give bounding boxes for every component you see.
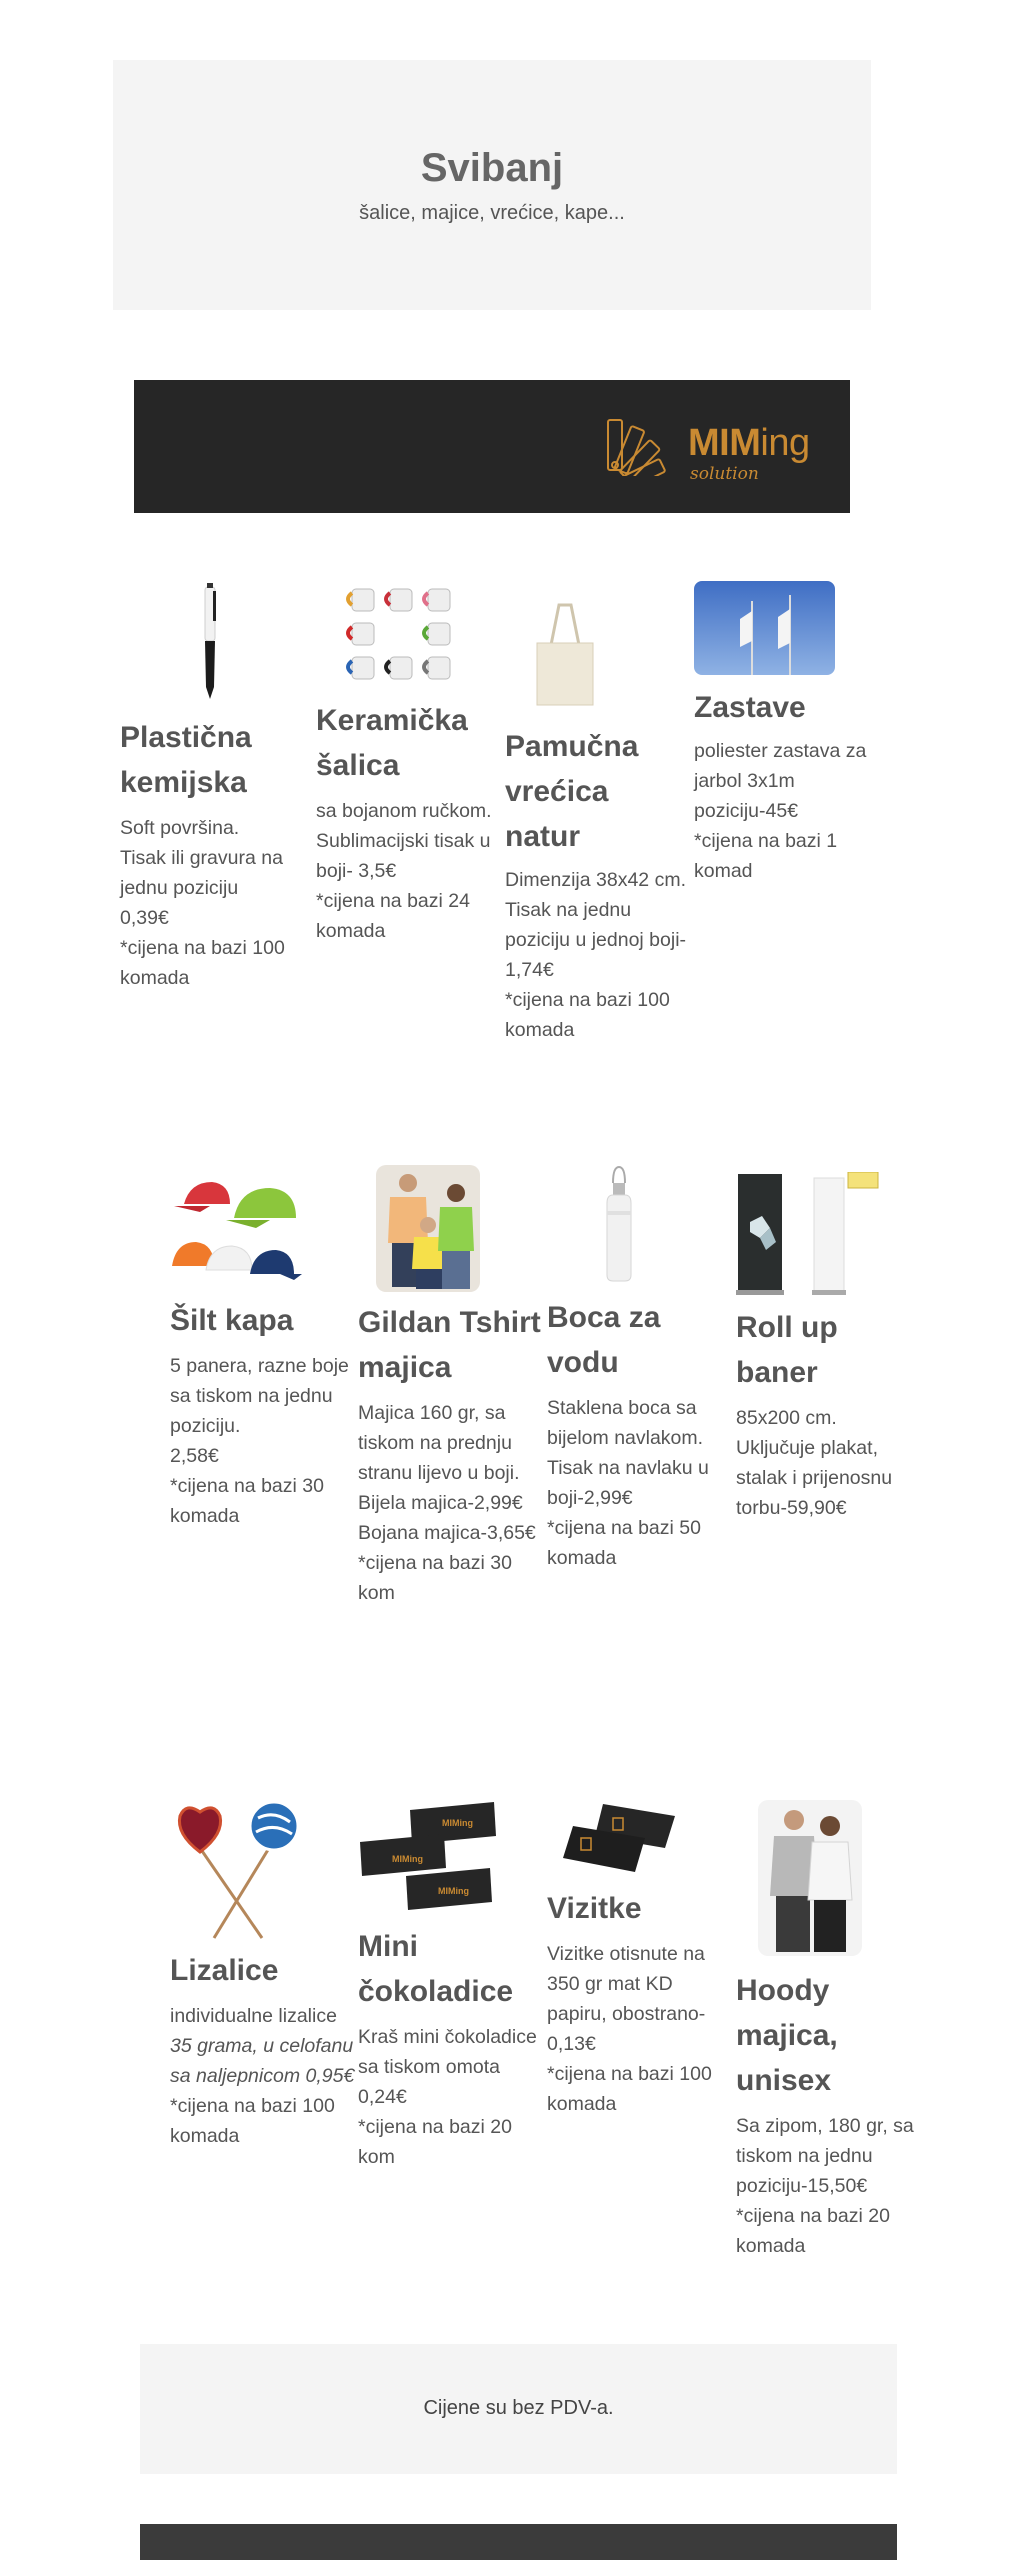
brand-light: ing	[760, 422, 810, 464]
caps-icon[interactable]	[170, 1170, 305, 1290]
product-description: Soft površina. Tisak ili gravura na jednu poziciju 0,39€ *cijena na bazi 100 komada	[120, 817, 285, 989]
vat-note: Cijene su bez PDV-a.	[423, 2397, 614, 2419]
roll-up-banner-icon[interactable]	[736, 1172, 881, 1297]
product-ceramic-mug	[316, 583, 501, 946]
pen-icon[interactable]	[200, 583, 220, 701]
hero-subtitle: šalice, majice, vrećice, kape...	[359, 202, 625, 224]
svg-text:MIMing: MIMing	[438, 1886, 469, 1896]
product-title: Vizitke	[547, 1892, 642, 1925]
hero-title: Svibanj	[420, 146, 564, 190]
product-cotton-bag	[505, 583, 690, 1045]
color-fan-icon	[604, 416, 669, 476]
product-cap	[170, 1170, 355, 1531]
product-title: Šilt kapa	[170, 1304, 294, 1337]
bottle-icon[interactable]	[599, 1165, 639, 1285]
product-title: Roll up baner	[736, 1311, 838, 1389]
hero-banner	[113, 60, 871, 310]
product-title: Hoody majica, unisex	[736, 1974, 838, 2097]
product-title: Zastave	[694, 691, 806, 724]
brand-tagline: solution	[690, 464, 759, 484]
product-description: 5 panera, razne boje sa tiskom na jednu poziciju. 2,58€ *cijena na bazi 30 komada	[170, 1355, 349, 1527]
product-lollipops	[170, 1800, 355, 2151]
flags-icon[interactable]	[694, 581, 835, 675]
mugs-icon[interactable]	[346, 583, 456, 688]
product-description: sa bojanom ručkom. Sublimacijski tisak u boji- 3,5€ *cijena na bazi 24 komada	[316, 800, 492, 942]
tote-bag-icon[interactable]	[525, 603, 605, 708]
lollipop-icon[interactable]	[170, 1800, 305, 1940]
chocolate-box-icon[interactable]	[358, 1800, 498, 1918]
logo-band	[134, 380, 850, 513]
business-cards-icon[interactable]	[559, 1800, 677, 1880]
product-hoody	[736, 1800, 921, 2261]
product-description: 85x200 cm. Uključuje plakat, stalak i prijenosnu torbu-59,90€	[736, 1407, 893, 1519]
product-gildan-tshirt	[358, 1165, 543, 1608]
brand-logo[interactable]	[688, 422, 810, 465]
product-title: Gildan Tshirt majica	[358, 1306, 541, 1384]
product-business-cards	[547, 1800, 732, 2119]
product-description: Dimenzija 38x42 cm. Tisak na jednu poziciju u jednoj boji-1,74€ *cijena na bazi 100 komada	[505, 869, 687, 1041]
product-title: Boca za vodu	[547, 1301, 661, 1379]
product-description: poliester zastava za jarbol 3x1m poziciju-45€ *cijena na bazi 1 komad	[694, 740, 867, 882]
product-description: Kraš mini čokoladice sa tiskom omota 0,24€ *cijena na bazi 20 kom	[358, 2026, 537, 2168]
product-flags	[694, 581, 879, 886]
product-description: Sa zipom, 180 gr, sa tiskom na jednu poziciju-15,50€ *cijena na bazi 20 komada	[736, 2115, 914, 2257]
product-roll-up-banner	[736, 1172, 921, 1523]
svg-text:MIMing: MIMing	[442, 1818, 473, 1828]
product-title: Keramička šalica	[316, 704, 468, 782]
brand-bold: MIM	[688, 422, 761, 464]
product-description: Vizitke otisnute na 350 gr mat KD papiru, obostrano-0,13€ *cijena na bazi 100 komada	[547, 1943, 712, 2115]
product-description: individualne lizalice 35 grama, u celofanu sa naljepnicom 0,95€ *cijena na bazi 100 komada	[170, 2005, 355, 2147]
svg-text:MIMing: MIMing	[392, 1854, 423, 1864]
product-description: Majica 160 gr, sa tiskom na prednju stranu lijevo u boji. Bijela majica-2,99€ Bojana majica-3,65€ *cijena na bazi 30 kom	[358, 1402, 536, 1604]
product-title: Mini čokoladice	[358, 1930, 514, 2008]
product-plastic-pen	[120, 583, 305, 993]
footer-band	[140, 2524, 897, 2560]
product-water-bottle	[547, 1165, 732, 1573]
vat-note-box	[140, 2344, 897, 2474]
tshirt-people-icon[interactable]	[376, 1165, 480, 1292]
product-mini-chocolates	[358, 1800, 543, 2172]
product-description: Staklena boca sa bijelom navlakom. Tisak na navlaku u boji-2,99€ *cijena na bazi 50 komada	[547, 1397, 709, 1569]
product-title: Lizalice	[170, 1954, 279, 1987]
hoodie-people-icon[interactable]	[758, 1800, 862, 1956]
product-title: Pamučna vrećica natur	[505, 730, 639, 853]
product-title: Plastična kemijska	[120, 721, 252, 799]
